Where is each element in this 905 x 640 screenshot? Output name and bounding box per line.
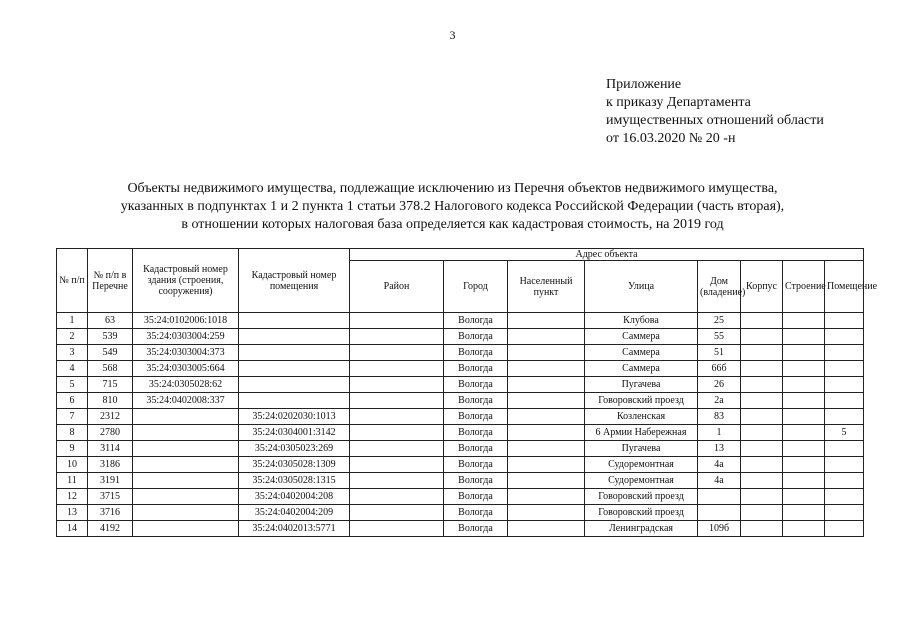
appendix-block (606, 76, 824, 148)
table-cell: 35:24:0303004:373 (133, 345, 239, 361)
table-cell: Вологда (444, 313, 508, 329)
table-cell: 549 (88, 345, 133, 361)
header-list-number: № п/п в Перечне (88, 249, 133, 313)
table-cell (783, 441, 825, 457)
header-street: Улица (585, 261, 698, 313)
table-cell (741, 313, 783, 329)
table-row (57, 313, 864, 329)
title-line: указанных в подпунктах 1 и 2 пункта 1 статьи 378.2 Налогового кодекса Российской Федерации (часть вторая), (120, 199, 785, 214)
table-cell (508, 505, 585, 521)
table-cell (825, 361, 864, 377)
appendix-line: к приказу Департамента (606, 95, 751, 110)
table-cell: Говоровский проезд (585, 489, 698, 505)
table-cell (825, 473, 864, 489)
table-cell: Саммера (585, 345, 698, 361)
table-cell: 55 (698, 329, 741, 345)
table-cell (741, 441, 783, 457)
table-row (57, 377, 864, 393)
table-cell (741, 345, 783, 361)
table-cell: 4а (698, 457, 741, 473)
table-cell: 4192 (88, 521, 133, 537)
table-cell: 3114 (88, 441, 133, 457)
table-cell (350, 425, 444, 441)
table-cell: 4а (698, 473, 741, 489)
table-cell (350, 313, 444, 329)
table-cell: 810 (88, 393, 133, 409)
appendix-line: имущественных отношений области (606, 113, 824, 128)
table-cell (783, 361, 825, 377)
table-cell (239, 329, 350, 345)
table-cell: 51 (698, 345, 741, 361)
table-cell: Вологда (444, 409, 508, 425)
table-cell: 3186 (88, 457, 133, 473)
table-body (57, 313, 864, 537)
header-building-cadastral: Кадастровый номер здания (строения, сооружения) (133, 249, 239, 313)
title-line: Объекты недвижимого имущества, подлежащие исключению из Перечня объектов недвижимого имущества, (127, 181, 778, 196)
header-address-group: Адрес объекта (350, 249, 864, 261)
header-premises: Помещение (825, 261, 864, 313)
table-cell (508, 377, 585, 393)
table-cell (350, 345, 444, 361)
table-cell: Вологда (444, 489, 508, 505)
table-cell (508, 473, 585, 489)
table-row (57, 489, 864, 505)
table-cell (133, 505, 239, 521)
table-cell (508, 393, 585, 409)
table-cell: Козленская (585, 409, 698, 425)
table-cell (825, 521, 864, 537)
table-cell (741, 393, 783, 409)
table-cell (350, 409, 444, 425)
table-cell: Говоровский проезд (585, 505, 698, 521)
table-cell: 2312 (88, 409, 133, 425)
table-cell: Вологда (444, 345, 508, 361)
table-row (57, 473, 864, 489)
table-cell (783, 425, 825, 441)
table-cell (350, 393, 444, 409)
table-cell (783, 489, 825, 505)
table-cell (239, 313, 350, 329)
table-cell (741, 473, 783, 489)
table-row (57, 425, 864, 441)
table-cell (133, 409, 239, 425)
table-cell: 35:24:0402013:5771 (239, 521, 350, 537)
table-row (57, 361, 864, 377)
table-cell (825, 393, 864, 409)
table-cell (783, 393, 825, 409)
table-cell (825, 377, 864, 393)
table-cell: 3191 (88, 473, 133, 489)
table-cell (783, 345, 825, 361)
header-city: Город (444, 261, 508, 313)
table-cell: 13 (57, 505, 88, 521)
title-line: в отношении которых налоговая база определяется как кадастровая стоимость, на 2019 год (181, 217, 724, 232)
table-cell: 5 (57, 377, 88, 393)
table-cell: 83 (698, 409, 741, 425)
table-cell (825, 345, 864, 361)
table-cell (508, 425, 585, 441)
table-cell: 6 (57, 393, 88, 409)
table-cell: Судоремонтная (585, 457, 698, 473)
table-cell (133, 441, 239, 457)
table-cell: 35:24:0304001:3142 (239, 425, 350, 441)
table-cell: 35:24:0305028:62 (133, 377, 239, 393)
table-cell (825, 409, 864, 425)
header-row-number: № п/п (57, 249, 88, 313)
table-cell: 14 (57, 521, 88, 537)
table-cell: 35:24:0402004:208 (239, 489, 350, 505)
table-cell (698, 505, 741, 521)
table-cell: Вологда (444, 473, 508, 489)
table-cell: 25 (698, 313, 741, 329)
table-cell (350, 361, 444, 377)
table-cell: 10 (57, 457, 88, 473)
table-cell (508, 521, 585, 537)
table-cell (350, 329, 444, 345)
table-cell: 9 (57, 441, 88, 457)
table-cell (783, 505, 825, 521)
table-cell (698, 489, 741, 505)
table-cell: 715 (88, 377, 133, 393)
table-cell (508, 313, 585, 329)
table-cell (508, 345, 585, 361)
table-cell (741, 329, 783, 345)
table-cell (825, 329, 864, 345)
table-cell (783, 329, 825, 345)
table-row (57, 345, 864, 361)
table-cell (508, 409, 585, 425)
table-cell: 4 (57, 361, 88, 377)
table-cell: 539 (88, 329, 133, 345)
table-cell (741, 425, 783, 441)
table-cell (825, 441, 864, 457)
table-cell: Вологда (444, 393, 508, 409)
table-cell: Вологда (444, 377, 508, 393)
table-cell (783, 313, 825, 329)
table-cell: 66б (698, 361, 741, 377)
table-cell: 2а (698, 393, 741, 409)
table-cell: 35:24:0305023:269 (239, 441, 350, 457)
table-cell (741, 521, 783, 537)
table-cell: Вологда (444, 425, 508, 441)
header-block: Корпус (741, 261, 783, 313)
table-cell: 63 (88, 313, 133, 329)
table-cell: Вологда (444, 505, 508, 521)
appendix-line: от 16.03.2020 № 20 -н (606, 131, 736, 146)
table-cell (350, 441, 444, 457)
table-cell (825, 313, 864, 329)
table-row (57, 505, 864, 521)
table-cell: 5 (825, 425, 864, 441)
table-cell: Пугачева (585, 377, 698, 393)
table-cell (350, 473, 444, 489)
table-cell: 1 (57, 313, 88, 329)
table-cell (239, 361, 350, 377)
table-cell: Саммера (585, 329, 698, 345)
table-cell (783, 521, 825, 537)
table-cell: 568 (88, 361, 133, 377)
table-cell: 35:24:0305028:1315 (239, 473, 350, 489)
table-cell: 8 (57, 425, 88, 441)
table-cell: Вологда (444, 521, 508, 537)
header-premises-cadastral: Кадастровый номер помещения (239, 249, 350, 313)
table-cell: 12 (57, 489, 88, 505)
header-settlement: Населенный пункт (508, 261, 585, 313)
table-row (57, 457, 864, 473)
page-number: 3 (449, 28, 456, 42)
table-cell: Говоровский проезд (585, 393, 698, 409)
table-cell (239, 377, 350, 393)
table-cell: Клубова (585, 313, 698, 329)
table-cell: 35:24:0303004:259 (133, 329, 239, 345)
table-cell (133, 473, 239, 489)
table-cell (133, 489, 239, 505)
header-district: Район (350, 261, 444, 313)
table-row (57, 441, 864, 457)
table-cell (741, 505, 783, 521)
table-cell (133, 521, 239, 537)
table-cell: Вологда (444, 361, 508, 377)
table-cell: 35:24:0305028:1309 (239, 457, 350, 473)
table-cell (741, 377, 783, 393)
table-row (57, 329, 864, 345)
table-cell (783, 473, 825, 489)
table-cell: 35:24:0303005:664 (133, 361, 239, 377)
table-cell (508, 457, 585, 473)
table-cell: Судоремонтная (585, 473, 698, 489)
table-cell (239, 393, 350, 409)
objects-table (56, 248, 878, 537)
table-row (57, 409, 864, 425)
table-cell (508, 361, 585, 377)
table-cell (741, 361, 783, 377)
table-cell: 35:24:0402004:209 (239, 505, 350, 521)
table-cell (350, 521, 444, 537)
table-cell: 2 (57, 329, 88, 345)
table-cell: Вологда (444, 457, 508, 473)
table-row (57, 393, 864, 409)
table-cell (350, 377, 444, 393)
table-cell: 6 Армии Набережная (585, 425, 698, 441)
table-cell (508, 441, 585, 457)
document-title (40, 180, 865, 234)
table-cell: 109б (698, 521, 741, 537)
table-row (57, 521, 864, 537)
table-cell (783, 457, 825, 473)
table-cell: 35:24:0402008:337 (133, 393, 239, 409)
table-cell: 13 (698, 441, 741, 457)
table-cell (133, 425, 239, 441)
table-cell (741, 489, 783, 505)
table-cell (350, 505, 444, 521)
table-cell: 7 (57, 409, 88, 425)
table-cell (508, 489, 585, 505)
table-cell: 35:24:0102006:1018 (133, 313, 239, 329)
table-cell: 3716 (88, 505, 133, 521)
table-cell: 3 (57, 345, 88, 361)
header-building: Строение (783, 261, 825, 313)
table-cell (350, 457, 444, 473)
table-cell: Саммера (585, 361, 698, 377)
table-cell (508, 329, 585, 345)
table-cell: Вологда (444, 441, 508, 457)
table-cell (825, 489, 864, 505)
appendix-line: Приложение (606, 77, 682, 92)
table-cell: 3715 (88, 489, 133, 505)
table-cell (741, 409, 783, 425)
table-cell (783, 409, 825, 425)
table-cell: Ленинградская (585, 521, 698, 537)
table-cell (825, 505, 864, 521)
table-cell: Пугачева (585, 441, 698, 457)
table-cell: 2780 (88, 425, 133, 441)
header-house: Дом (владение) (698, 261, 741, 313)
table-cell (350, 489, 444, 505)
table-cell: 26 (698, 377, 741, 393)
table-cell (825, 457, 864, 473)
table-cell (239, 345, 350, 361)
table-cell: 35:24:0202030:1013 (239, 409, 350, 425)
table-cell: Вологда (444, 329, 508, 345)
table-cell: 11 (57, 473, 88, 489)
table-cell (783, 377, 825, 393)
table-cell (133, 457, 239, 473)
table-cell (741, 457, 783, 473)
table-cell: 1 (698, 425, 741, 441)
